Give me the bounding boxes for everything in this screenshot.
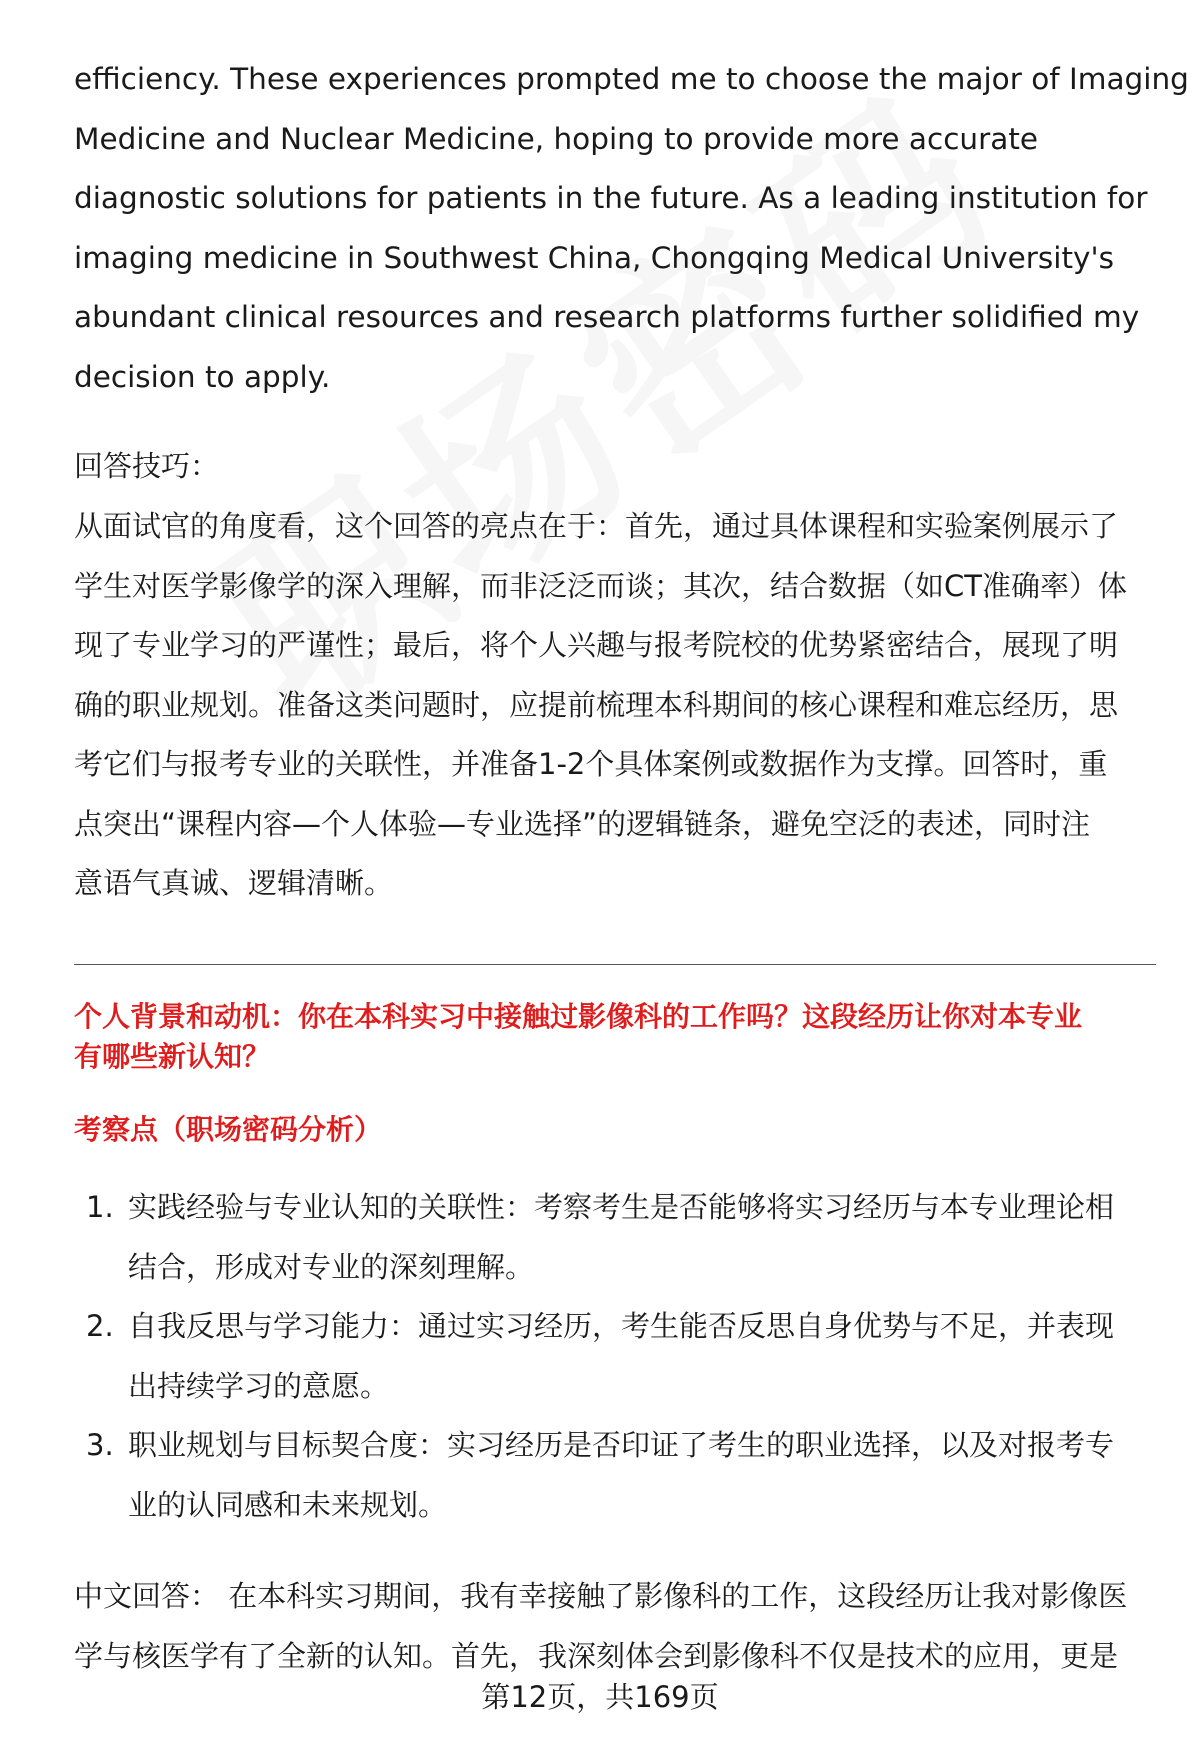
- text-line: abundant clinical resources and research platforms further solidified my: [74, 300, 1140, 334]
- text-line: 确的职业规划。准备这类问题时，应提前梳理本科期间的核心课程和难忘经历，思: [74, 687, 1119, 722]
- text-line: 意语气真诚、逻辑清晰。: [74, 866, 394, 900]
- text-line: 职业规划与目标契合度：实习经历是否印证了考生的职业选择，以及对报考专: [128, 1428, 1115, 1462]
- text-line: 出持续学习的意愿。: [128, 1368, 390, 1403]
- text-line: 中文回答： 在本科实习期间，我有幸接触了影像科的工作，这段经历让我对影像医: [74, 1579, 1128, 1613]
- list-item: [74, 1416, 1164, 1535]
- heading-line: 个人背景和动机：你在本科实习中接触过影像科的工作吗？这段经历让你对本专业: [74, 1000, 1083, 1033]
- text-line: 考它们与报考专业的关联性，并准备1-2个具体案例或数据作为支撑。回答时，重: [74, 747, 1108, 781]
- text-line: Medicine and Nuclear Medicine, hoping to provide more accurate: [74, 121, 1039, 156]
- text-line: 结合，形成对专业的深刻理解。: [128, 1249, 535, 1284]
- text-line: decision to apply.: [74, 359, 331, 394]
- list-item: [74, 1297, 1164, 1416]
- tips-label: 回答技巧：: [74, 449, 220, 483]
- page-number-footer: 第12页，共169页: [481, 1680, 719, 1714]
- text-line: efficiency. These experiences prompted me to choose the major of Imaging: [74, 62, 1189, 96]
- text-line: 学与核医学有了全新的认知。首先，我深刻体会到影像科不仅是技术的应用，更是: [74, 1638, 1119, 1673]
- list-number: 3.: [86, 1428, 114, 1462]
- text-line: 实践经验与专业认知的关联性：考察考生是否能够将实习经历与本专业理论相: [128, 1190, 1115, 1224]
- text-line: imaging medicine in Southwest China, Chongqing Medical University's: [74, 240, 1114, 275]
- list-number: 1.: [86, 1190, 114, 1224]
- list-item: [74, 1178, 1164, 1297]
- tips-paragraph: [74, 497, 1164, 914]
- text-line: 从面试官的角度看，这个回答的亮点在于：首先，通过具体课程和实验案例展示了: [74, 509, 1119, 543]
- text-line: 业的认同感和未来规划。: [128, 1487, 448, 1522]
- section-divider: [74, 964, 1156, 965]
- text-line: 现了专业学习的严谨性；最后，将个人兴趣与报考院校的优势紧密结合，展现了明: [74, 628, 1119, 662]
- text-line: 点突出“课程内容—个人体验—专业选择”的逻辑链条，避免空泛的表述，同时注: [74, 806, 1091, 841]
- exam-points-heading: 考察点（职场密码分析）: [74, 1113, 383, 1146]
- exam-points-list: [74, 1178, 1164, 1535]
- text-line: diagnostic solutions for patients in the future. As a leading institution for: [74, 181, 1148, 215]
- question-heading: [74, 997, 1164, 1077]
- english-paragraph: [74, 50, 1189, 407]
- chinese-answer-paragraph: [74, 1567, 1164, 1686]
- heading-line: 有哪些新认知？: [74, 1040, 271, 1073]
- text-line: 学生对医学影像学的深入理解，而非泛泛而谈；其次，结合数据（如CT准确率）体: [74, 568, 1127, 603]
- text-line: 自我反思与学习能力：通过实习经历，考生能否反思自身优势与不足，并表现: [128, 1309, 1115, 1343]
- list-number: 2.: [86, 1309, 114, 1343]
